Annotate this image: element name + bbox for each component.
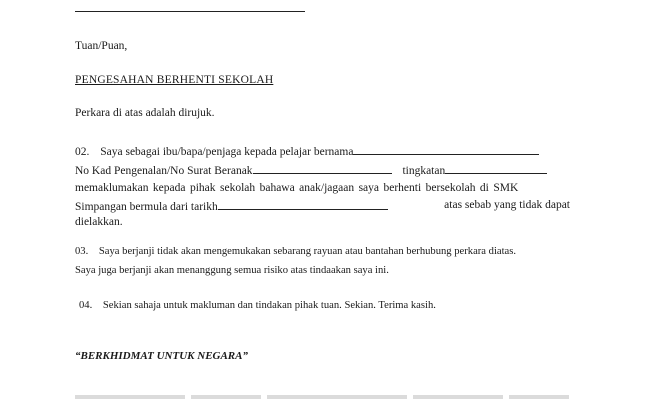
para3-line2: Saya juga berjanji akan menanggung semua risiko atas tindaakan saya ini.: [75, 265, 389, 276]
salutation: Tuan/Puan,: [75, 40, 128, 52]
ic-number-blank[interactable]: [253, 162, 392, 174]
student-name-blank[interactable]: [353, 143, 539, 155]
para2-line5: dielakkan.: [75, 216, 123, 228]
para2-line2: [75, 162, 547, 178]
para3-line1-text: Saya berjanji tidak akan mengemukakan sebarang rayuan atau bantahan berhubung perkara diatas.: [98, 246, 517, 257]
slogan: “BERKHIDMAT UNTUK NEGARA”: [75, 350, 248, 362]
para3-line1: [75, 245, 516, 259]
intro-text: Perkara di atas adalah dirujuk.: [75, 107, 215, 119]
para4-text: Sekian sahaja untuk makluman dan tindakan pihak tuan. Sekian. Terima kasih.: [102, 300, 436, 311]
para4-line: [79, 299, 436, 313]
para2-line2a-text: No Kad Pengenalan/No Surat Beranak: [75, 165, 253, 177]
letter-heading: PENGESAHAN BERHENTI SEKOLAH: [75, 74, 274, 86]
para2-line4b-text: atas sebab yang tidak dapat: [444, 199, 570, 211]
address-line: [75, 11, 305, 12]
para2-line2b-text: tingkatan: [402, 165, 446, 177]
para3-number: 03.: [75, 246, 89, 257]
date-blank[interactable]: [218, 198, 388, 210]
para2-number: 02.: [75, 146, 90, 158]
para2-line4: [75, 198, 570, 214]
cut-off-text-line: [75, 392, 570, 402]
para2-line4a-text: Simpangan bermula dari tarikh: [75, 201, 218, 213]
para2-line4-left: [75, 198, 388, 214]
para2-line1: [75, 143, 539, 159]
form-level-blank[interactable]: [445, 162, 547, 174]
para2-line3: memaklumakan kepada pihak sekolah bahawa anak/jagaan saya berhenti bersekolah di SMK: [75, 182, 519, 194]
para4-number: 04.: [79, 300, 93, 311]
para2-line1-text: Saya sebagai ibu/bapa/penjaga kepada pelajar bernama: [100, 146, 354, 158]
